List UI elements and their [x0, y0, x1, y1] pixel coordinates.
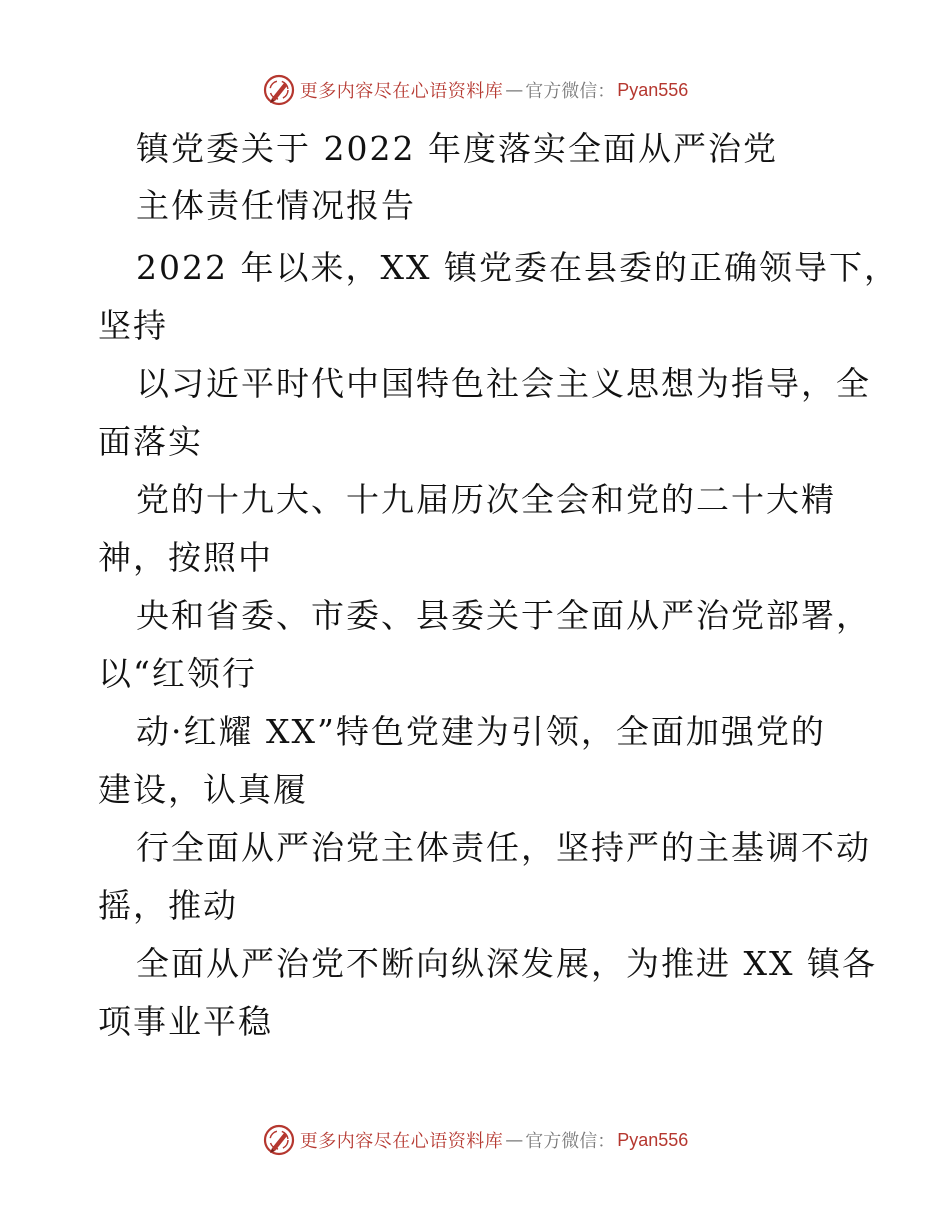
banner-wechat-id: Pyan556: [617, 79, 689, 100]
paragraph-line: 面落实: [98, 422, 203, 461]
banner-dash: —: [505, 1129, 524, 1151]
document-title-line-1: 镇党委关于 2022 年度落实全面从严治党: [136, 129, 778, 168]
paragraph-line: 项事业平稳: [98, 1002, 273, 1041]
banner-slogan: 更多内容尽在心语资料库: [299, 1131, 504, 1152]
banner-dash: —: [505, 79, 524, 101]
footer-banner: [0, 1120, 950, 1160]
banner-wechat-id: Pyan556: [617, 1129, 689, 1150]
paragraph-line: 神，按照中: [98, 538, 273, 577]
header-banner: [0, 70, 950, 110]
paragraph-line: 坚持: [98, 306, 168, 345]
paragraph-line: 动·红耀 XX”特色党建为引领，全面加强党的: [136, 712, 826, 751]
paragraph-line: 以习近平时代中国特色社会主义思想为指导，全: [136, 364, 871, 403]
paragraph-line: 建设，认真履: [98, 770, 308, 809]
banner-official-label: 官方微信：: [525, 81, 616, 102]
paragraph-line: 行全面从严治党主体责任，坚持严的主基调不动: [136, 828, 871, 867]
banner-official-label: 官方微信：: [525, 1131, 616, 1152]
paragraph-line: 党的十九大、十九届历次全会和党的二十大精: [136, 480, 836, 519]
paragraph-line: 全面从严治党不断向纵深发展，为推进 XX 镇各: [136, 944, 877, 983]
brand-logo-icon: [262, 1123, 296, 1157]
paragraph-line: 央和省委、市委、县委关于全面从严治党部署，: [136, 596, 871, 635]
paragraph-line: 以“红领行: [98, 654, 257, 693]
document-title-line-2: 主体责任情况报告: [136, 186, 416, 225]
brand-logo-icon: [262, 73, 296, 107]
paragraph-line: 摇，推动: [98, 886, 238, 925]
banner-slogan: 更多内容尽在心语资料库: [299, 81, 504, 102]
paragraph-line: 2022 年以来，XX 镇党委在县委的正确领导下，: [136, 248, 899, 287]
